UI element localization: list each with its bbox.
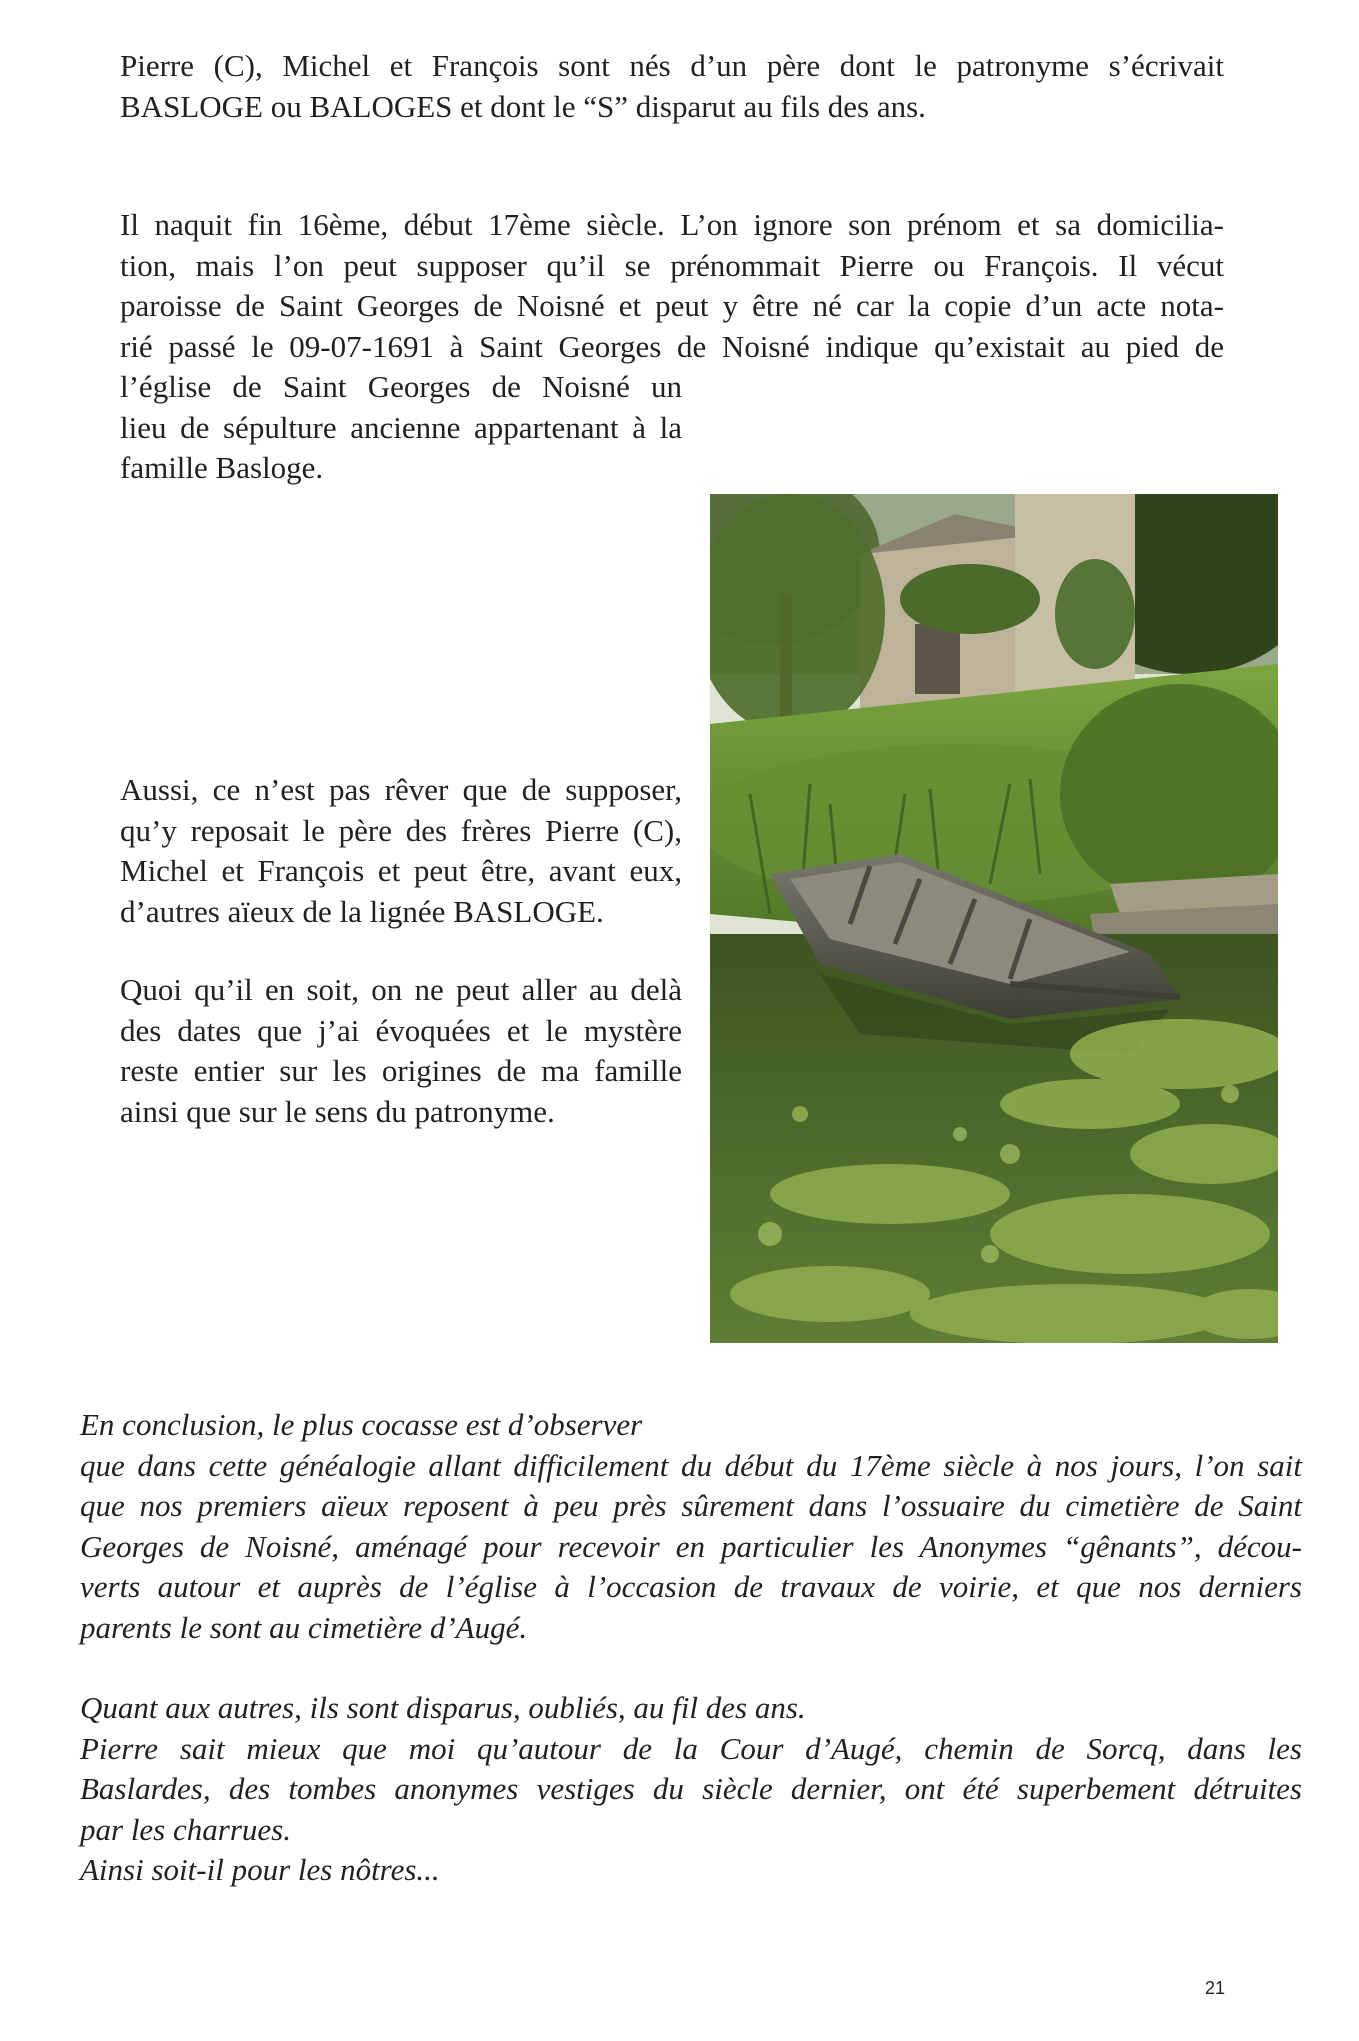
paragraph-birth — [120, 205, 1224, 489]
text-line: tion, mais l’on peut supposer qu’il se prénommait Pierre ou François. Il vécut — [120, 247, 1224, 283]
text-line: d’autres aïeux de la lignée BASLOGE. — [120, 893, 604, 929]
text-line: que dans cette généalogie allant difficilement du début du 17ème siècle à nos jours, l’on sait — [80, 1447, 1302, 1483]
text-line: famille Basloge. — [120, 450, 324, 485]
text-line: BASLOGE ou BALOGES et dont le “S” disparut au fils des ans. — [120, 88, 926, 124]
paragraph-resting-place — [120, 770, 682, 932]
text-line: Ainsi soit-il pour les nôtres... — [80, 1852, 440, 1887]
text-line: que nos premiers aïeux reposent à peu près sûrement dans l’ossuaire du cimetière de Saint — [80, 1488, 1302, 1523]
closing-paragraph — [80, 1688, 1302, 1891]
text-line: l’église de Saint Georges de Noisné un — [120, 369, 682, 404]
text-line: verts autour et auprès de l’église à l’occasion de travaux de voirie, et que nos derniers — [80, 1569, 1302, 1604]
text-line: paroisse de Saint Georges de Noisné et peut y être né car la copie d’un acte nota- — [120, 288, 1224, 323]
text-line: reste entier sur les origines de ma famille — [120, 1053, 682, 1088]
text-line: qu’y reposait le père des frères Pierre (C), — [120, 812, 682, 848]
text-line: Aussi, ce n’est pas rêver que de supposer, — [120, 772, 682, 807]
text-line: Pierre sait mieux que moi qu’autour de la Cour d’Augé, chemin de Sorcq, dans les — [80, 1730, 1302, 1766]
conclusion-paragraph — [80, 1405, 1302, 1648]
text-line: des dates que j’ai évoquées et le mystère — [120, 1012, 682, 1048]
text-line: ainsi que sur le sens du patronyme. — [120, 1093, 555, 1129]
text-line: Georges de Noisné, aménagé pour recevoir en particulier les Anonymes “gênants”, décou- — [80, 1528, 1302, 1564]
paragraph-intro — [120, 46, 1224, 127]
text-line: lieu de sépulture ancienne appartenant à la — [120, 409, 682, 445]
text-line: rié passé le 09-07-1691 à Saint Georges de Noisné indique qu’existait au pied de — [120, 328, 1224, 364]
text-line: Pierre (C), Michel et François sont nés d’un père dont le patronyme s’écrivait — [120, 48, 1224, 83]
text-line: Quant aux autres, ils sont disparus, oubliés, au fil des ans. — [80, 1690, 806, 1725]
text-line: Michel et François et peut être, avant eux, — [120, 853, 682, 888]
photo-illustration — [710, 494, 1278, 1343]
text-line: parents le sont au cimetière d’Augé. — [80, 1609, 528, 1645]
text-line: En conclusion, le plus cocasse est d’observer — [80, 1407, 643, 1442]
page-number: 21 — [1204, 1978, 1226, 1998]
paragraph-mystery — [120, 970, 682, 1132]
text-line: par les charrues. — [80, 1811, 291, 1847]
conclusion-section — [80, 1405, 1302, 1891]
text-line: Il naquit fin 16ème, début 17ème siècle. L’on ignore son prénom et sa domicilia- — [120, 207, 1224, 242]
text-line: Baslardes, des tombes anonymes vestiges du siècle dernier, ont été superbement détruites — [80, 1771, 1302, 1806]
canal-boat-photo — [710, 494, 1278, 1343]
text-line: Quoi qu’il en soit, on ne peut aller au delà — [120, 972, 682, 1007]
